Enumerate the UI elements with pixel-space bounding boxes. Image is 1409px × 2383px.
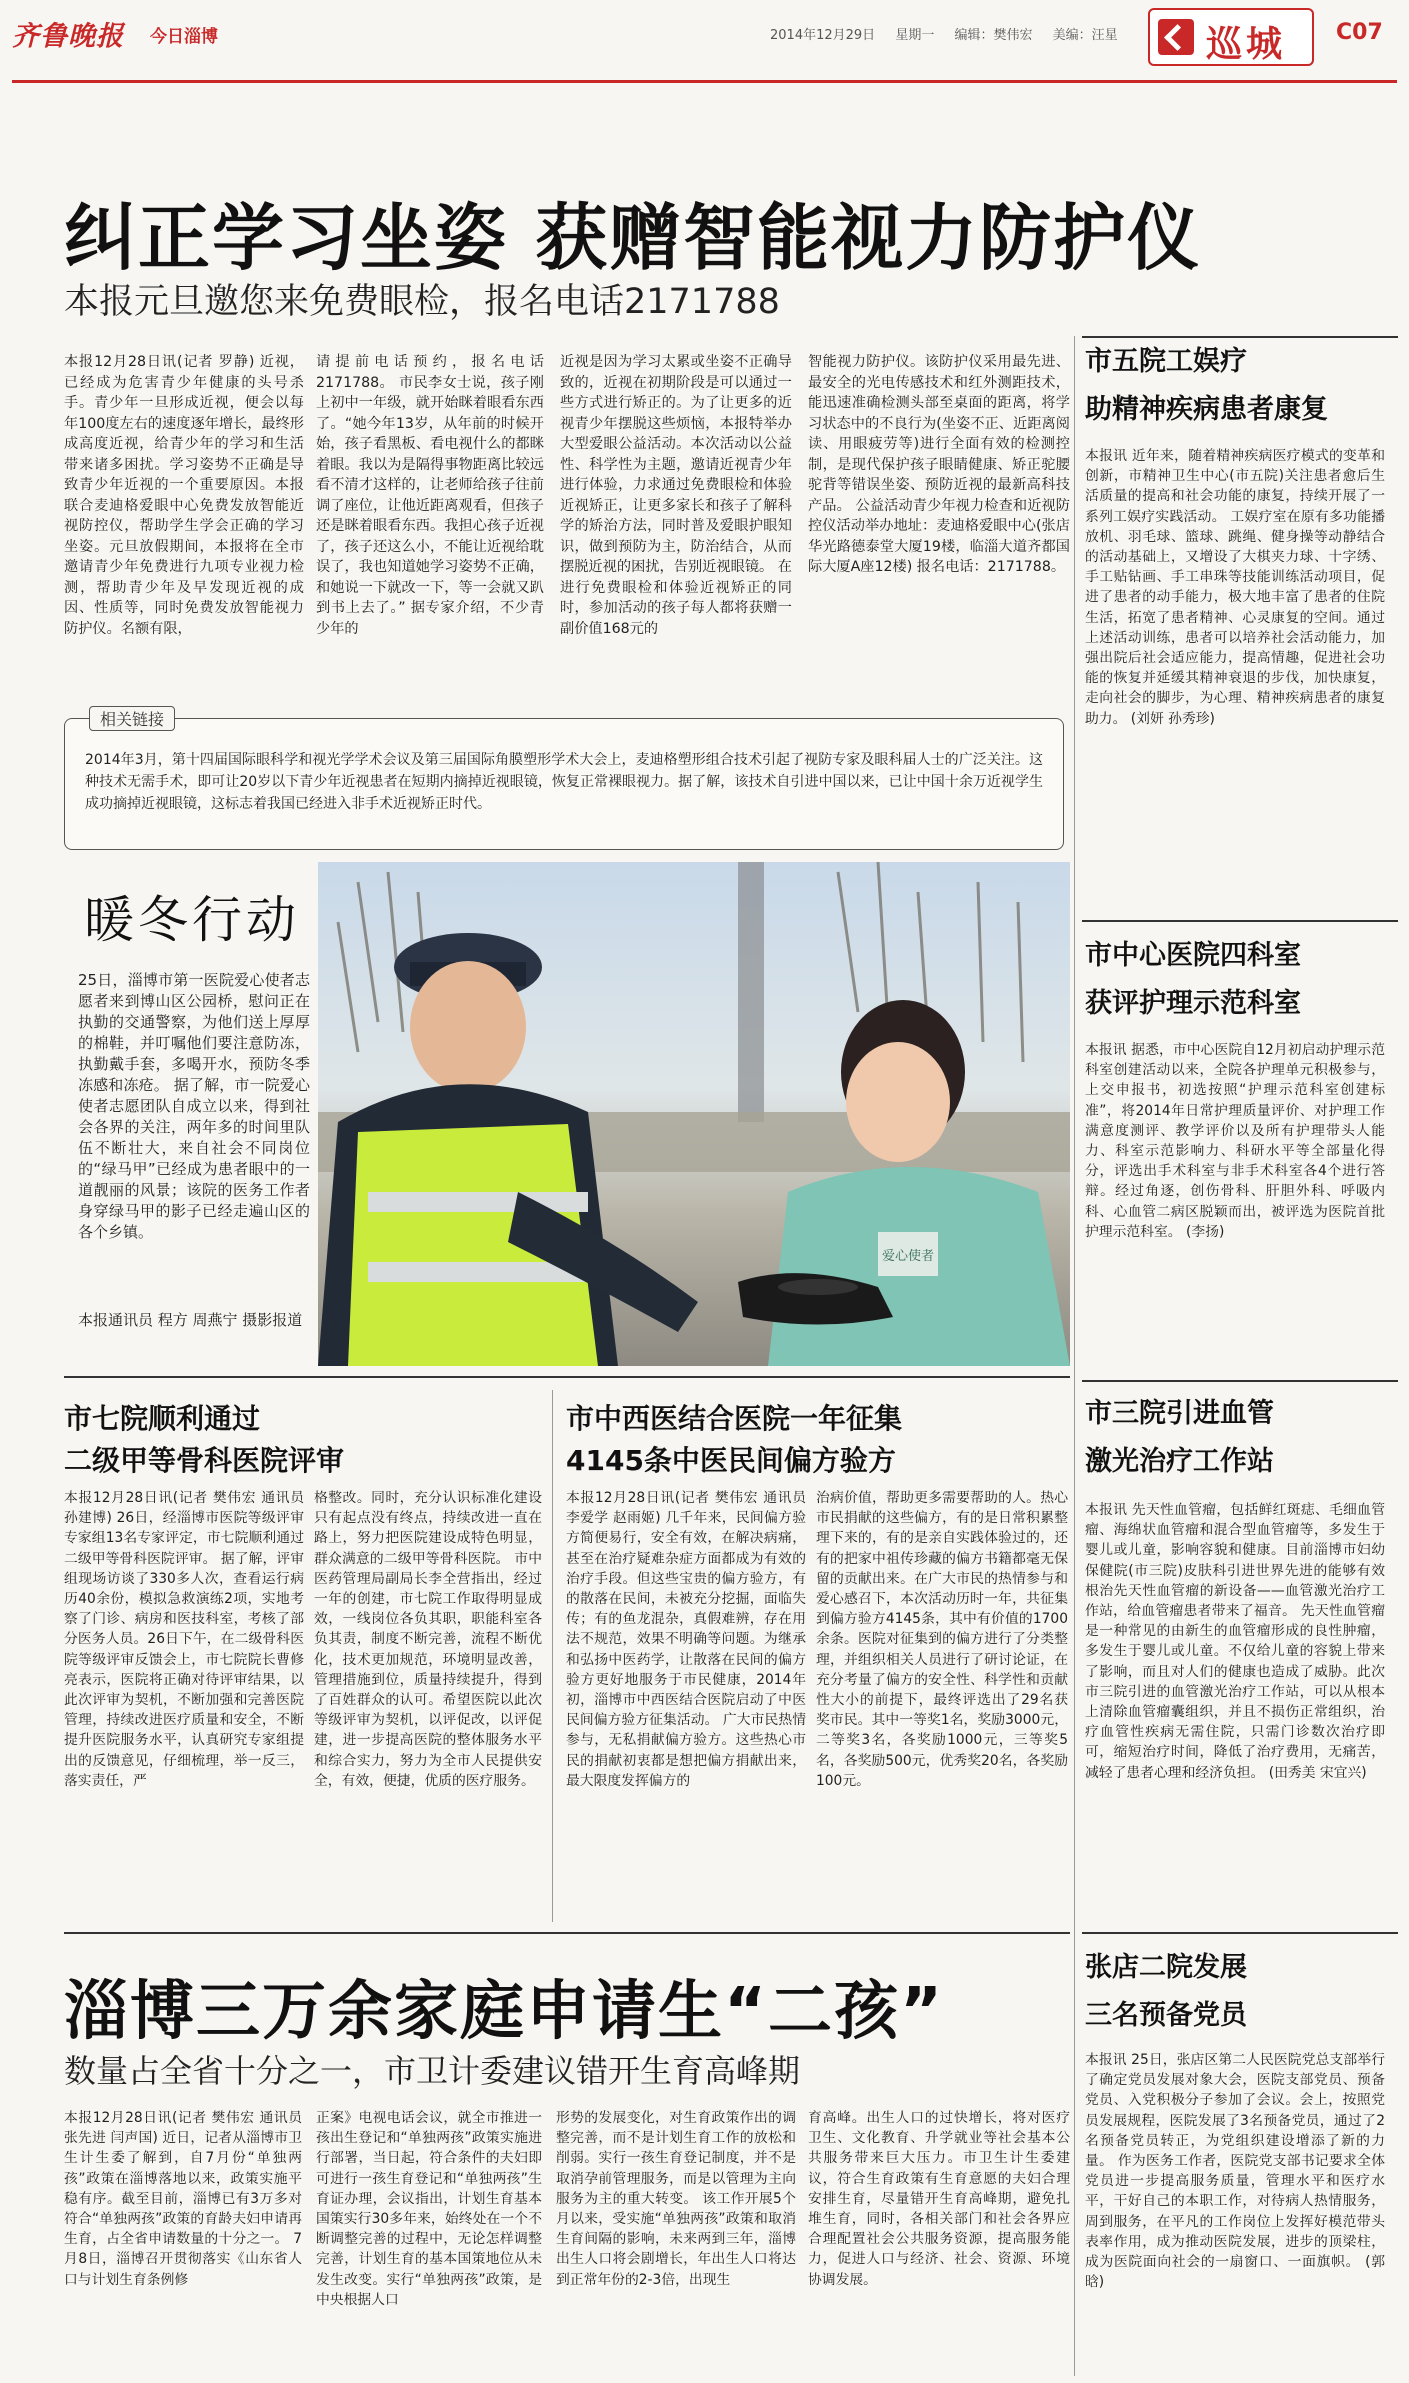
editor-credit: 编辑：樊伟宏 [954,28,1033,43]
brand-logo: 齐鲁晚报 [12,21,124,52]
side-article-1-title-line-1: 市五院工娱疗 [1085,346,1247,377]
bottom-column-2: 正案》电视电话会议，就全市推进一孩出生登记和“单独两孩”政策实施进行部署，当日起，符合条件的夫妇即可进行一孩生育登记和“单独两孩”生育证办理，会议指出，计划生育基本国策实行30多年来，始终处在一个不断调整完善的过程中，无论怎样调整完善，计划生育的基本国策地位从未发生改变。实行“单独两孩”政策，是中央根据人口 [316,2110,542,2308]
lead-column-3: 近视是因为学习太累或坐姿不正确导致的，近视在初期阶段是可以通过一些方式进行矫正的。为了让更多的近视青少年摆脱这些烦恼，本报特举办大型爱眼公益活动。本次活动以公益性、科学性为主题，邀请近视青少年进行体验，力求通过免费眼检和体验近视矫正，让更多家长和孩子了解科学的矫治方法，同时普及爱眼护眼知识，做到预防为主，防治结合，从而摆脱近视的困扰，告别近视眼镜。 在进行免费眼检和体验近视矫正的同时，参加活动的孩子每人都将获赠一副价值168元的 [560,354,792,637]
section-logo-icon [1158,19,1194,55]
lead-headline: 纠正学习坐姿 获赠智能视力防护仪 [64,196,1202,280]
mid-article-1-title-line-2: 二级甲等骨科医院评审 [64,1444,345,1477]
side-article-2-body: 本报讯 据悉，市中心医院自12月初启动护理示范科室创建活动以来，全院各护理单元积极参与，上交申报书，初选按照“护理示范科室创建标准”，将2014年日常护理质量评价、对护理工作满意度测评、教学评价以及所有护理带头人能力、科室示范影响力、科研水平等全部量化得分，评选出手术科室与非手术科室各4个进行答辩。经过角逐，创伤骨科、肝胆外科、呼吸内科、心血管二病区脱颖而出，被评选为医院首批护理示范科室。 (李扬) [1085,1042,1385,1240]
side-article-3-title [1085,1390,1385,1486]
side-article-3-body: 本报讯 先天性血管瘤，包括鲜红斑痣、毛细血管瘤、海绵状血管瘤和混合型血管瘤等，多发生于婴儿或儿童，影响容貌和健康。目前淄博市妇幼保健院(市三院)皮肤科引进世界先进的能够有效根治先天性血管瘤的新设备——血管激光治疗工作站，给血管瘤患者带来了福音。 先天性血管瘤是一种常见的由新生的血管瘤形成的良性肿瘤，多发生于婴儿或儿童。不仅给儿童的容貌上带来了影响，而且对人们的健康也造成了威胁。此次市三院引进的血管激光治疗工作站，可以从根本上清除血管瘤囊组织，并且不损伤正常组织，治疗血管性疾病无需住院，只需门诊数次治疗即可，缩短治疗时间，降低了治疗费用，无痛苦，减轻了患者心理和经济负担。 (田秀美 宋宜兴) [1085,1502,1385,1781]
mid-article-1-column-1: 本报12月28日讯(记者 樊伟宏 通讯员 孙建博) 26日，经淄博市医院等级评审专家组13名专家评定，市七院顺利通过二级甲等骨科医院评审。 据了解，评审组现场访谈了330多人次，查看运行病历40余份，模拟急救演练2项，实地考察了门诊、病房和医技科室，考核了部分医务人员。26日下午，在二级骨科医院等级评审反馈会上，市七院院长曹修亮表示，医院将正确对待评审结果，以此次评审为契机，不断加强和完善医院管理，持续改进医疗质量和安全，不断提升医院服务水平，认真研究专家组提出的反馈意见，仔细梳理，举一反三，落实责任，严 [64,1490,304,1789]
side-article-1-byline: (刘妍 孙秀珍) [1130,710,1215,727]
bottom-column-3: 形势的发展变化，对生育政策作出的调整完善，而不是计划生育工作的放松和削弱。实行一孩生育登记制度，并不是取消孕前管理服务，而是以管理为主向服务为主的重大转变。 该工作开展5个月以来，受实施“单独两孩”政策和取消生育间隔的影响，未来两到三年，淄博出生人口将会剧增长，年出生人口将达到正常年份的2-3倍，出现生 [556,2110,796,2288]
news-photo-illustration [318,862,1070,1366]
side-article-4-title [1085,1944,1385,2040]
side-article-4-title-line-1: 张店二院发展 [1085,1952,1247,1983]
mid-article-2-title-line-1: 市中西医结合医院一年征集 [566,1402,903,1435]
lead-subhead: 本报元旦邀您来免费眼检，报名电话2171788 [64,282,780,322]
mid-article-2-title-line-2: 4145条中医民间偏方验方 [566,1444,896,1477]
issue-date: 2014年12月29日 [770,28,876,43]
mid-article-2-column-1: 本报12月28日讯(记者 樊伟宏 通讯员 李爱学 赵雨姬) 几千年来，民间偏方验方简便易行，安全有效，在解决病痛，甚至在治疗疑难杂症方面都成为有效的治疗手段。但这些宝贵的偏方验方，有的散落在民间，未被充分挖掘，面临失传；有的鱼龙混杂，真假难辨，存在用法不规范，效果不明确等问题。为继承和弘扬中医药学，让散落在民间的偏方验方更好地服务于市民健康，2014年初，淄博市中西医结合医院启动了中医民间偏方验方征集活动。 广大市民热情参与，无私捐献偏方验方。这些热心市民的捐献初衷都是想把偏方捐献出来，最大限度发挥偏方的 [566,1490,806,1789]
mid-article-1-title [64,1398,554,1482]
side-divider [1082,1380,1398,1382]
side-divider [1082,1932,1398,1934]
bottom-column-4: 育高峰。出生人口的过快增长，将对医疗卫生、文化教育、升学就业等社会基本公共服务带来巨大压力。市卫生计生委建议，符合生育政策有生育意愿的夫妇合理安排生育，尽量错开生育高峰期，避免扎堆生育，同时，各相关部门和社会各界应合理配置社会公共服务资源，提高服务能力，促进人口与经济、社会、资源、环境协调发展。 [808,2110,1070,2288]
masthead [0,0,1409,80]
side-article-3-title-line-2: 激光治疗工作站 [1085,1446,1274,1477]
bottom-headline: 淄博三万余家庭申请生“二孩” [64,1975,945,2049]
related-links-text: 2014年3月，第十四届国际眼科学和视光学学术会议及第三届国际角膜塑形学术大会上，麦迪格塑形组合技术引起了视防专家及眼科届人士的广泛关注。这种技术无需手术，即可让20岁以下青少年近视患者在短期内摘掉近视眼镜，恢复正常裸眼视力。据了解，该技术自引进中国以来，已让中国十余万近视学生成功摘掉近视眼镜，这标志着我国已经进入非手术近视矫正时代。 [85,752,1043,812]
side-article-2-byline: (李扬) [1185,1223,1225,1240]
art-editor-credit: 美编：汪星 [1052,28,1118,43]
news-photo [318,862,1070,1366]
mid-article-1-column-2: 格整改。同时，充分认识标准化建设只有起点没有终点，持续改进一直在路上，努力把医院建设成特色明显，群众满意的二级甲等骨科医院。 市中医药管理局副局长李全营指出，经过一年的创建，市七院工作取得明显成效，一线岗位各负其职，职能科室各负其责，制度不断完善，流程不断优化，技术更加规范，环境明显改善，管理措施到位，质量持续提升，得到了百姓群众的认可。希望医院以此次等级评审为契机，以评促改，以评促建，进一步提高医院的整体服务水平和综合实力，努力为全市人民提供安全，有效，便捷，优质的医疗服务。 [314,1490,542,1789]
bottom-subhead: 数量占全省十分之一，市卫计委建议错开生育高峰期 [64,2052,801,2090]
side-article-1-body: 本报讯 近年来，随着精神疾病医疗模式的变革和创新，市精神卫生中心(市五院)关注患者愈后生活质量的提高和社会功能的康复，持续开展了一系列工娱疗实践活动。 工娱疗室在原有多功能播放机、羽毛球、篮球、跳绳、健身操等动静结合的活动基础上，又增设了大棋夹力球、十字绣、手工贴钻画、手工串珠等技能训练活动项目，促进了患者的动手能力，极大地丰富了患者的住院生活，拓宽了患者精神、心灵康复的空间。通过上述活动训练，患者可以培养社会活动能力，加强出院后社会适应能力，提高情趣，促进社会功能的恢复并延缓其精神衰退的步伐，加快康复，走向社会的脚步，为心理、精神疾病患者的康复助力。 (刘妍 孙秀珍) [1085,448,1385,727]
lead-column-4: 智能视力防护仪。该防护仪采用最先进、最安全的光电传感技术和红外测距技术，能迅速准确检测头部至桌面的距离，将学习状态中的不良行为(坐姿不正、近距离阅读、用眼疲劳等)进行全面有效的检测控制，是现代保护孩子眼睛健康、矫正驼腰驼背等错误坐姿、预防近视的最新高科技产品。 公益活动青少年视力检查和近视防控仪活动举办地址：麦迪格爱眼中心(张店华光路德泰堂大厦19楼，临淄大道齐都国际大厦A座12楼) 报名电话：2171788。 [808,354,1070,575]
lead-column-2: 请提前电话预约，报名电话2171788。 市民李女士说，孩子刚上初中一年级，就开始眯着眼看东西了。“她今年13岁，从年前的时候开始，孩子看黑板、看电视什么的都眯着眼。我以为是隔得事物距离比较远看不清才这样的，让老师给孩子往前调了座位，让他近距离观看，但孩子还是眯着眼看东西。我担心孩子近视了，孩子还这么小，不能让近视给耽误了，我也知道她学习姿势不正确，和她说一下就改一下，等一会就又趴到书上去了。” 据专家介绍，不少青少年的 [316,354,544,637]
photo-story-byline: 本报通讯员 程方 周燕宁 摄影报道 [78,1311,303,1329]
masthead-divider [12,80,1397,83]
side-article-2-title [1085,932,1385,1028]
side-article-4-title-line-2: 三名预备党员 [1085,2000,1247,2031]
mid-article-2-column-2: 治病价值，帮助更多需要帮助的人。热心市民捐献的这些偏方，有的是日常积累整理下来的，有的是亲自实践体验过的，还有的把家中祖传珍藏的偏方书籍都毫无保留的贡献出来。在广大市民的热情参与和爱心感召下，本次活动历时一年，共征集到偏方验方4145条，其中有价值的1700余条。医院对征集到的偏方进行了分类整理，并组织相关人员进行了研讨论证，在充分考量了偏方的安全性、科学性和贡献性大小的前提下，最终评选出了29名获奖市民。其中一等奖1名，奖励3000元，二等奖3名，各奖励1000元，三等奖5名，各奖励500元，优秀奖20名，各奖励100元。 [816,1490,1068,1789]
dateline [770,24,1134,43]
side-article-4-body: 本报讯 25日，张店区第二人民医院党总支部举行了确定党员发展对象大会，医院支部党员、预备党员、入党积极分子参加了会议。会上，按照党员发展规程，医院发展了3名预备党员，通过了2名预备党员转正，为党组织建设增添了新的力量。 作为医务工作者，医院党支部书记要求全体党员进一步提高服务质量，管理水平和医疗水平，干好自己的本职工作，对待病人热情服务，周到服务，在平凡的工作岗位上发挥好模范带头表率作用，成为推动医院发展，进步的顶梁柱，成为医院面向社会的一扇窗口、一面旗帜。 (郭晗) [1085,2052,1385,2291]
side-article-3-title-line-1: 市三院引进血管 [1085,1398,1274,1429]
photo-story-caption: 25日，淄博市第一医院爱心使者志愿者来到博山区公园桥，慰问正在执勤的交通警察，为他们送上厚厚的棉鞋，并叮嘱他们要注意防冻，执勤戴手套，多喝开水，预防冬季冻感和冻疮。 据了解，市一院爱心使者志愿团队自成立以来，得到社会各界的关注，两年多的时间里队伍不断壮大，来自社会不同岗位的“绿马甲”已经成为患者眼中的一道靓丽的风景；该院的医务工作者身穿绿马甲的影子已经走遍山区的各个乡镇。 [78,971,310,1241]
lead-column-1: 本报12月28日讯(记者 罗静) 近视，已经成为危害青少年健康的头号杀手。青少年一旦形成近视，便会以每年100度左右的速度逐年增长，最终形成高度近视，给青少年的学习和生活带来诸多困扰。学习姿势不正确是导致青少年近视的一个重要原因。本报联合麦迪格爱眼中心免费发放智能近视防控仪，帮助学生学会正确的学习坐姿。元旦放假期间，本报将在全市邀请青少年免费进行九项专业视力检测，帮助青少年及早发现近视的成因、性质等，同时免费发放智能视力防护仪。名额有限， [64,354,304,637]
page-number: C07 [1336,20,1383,45]
side-article-1-title-line-2: 助精神疾病患者康复 [1085,394,1328,425]
side-article-2-title-line-2: 获评护理示范科室 [1085,988,1301,1019]
section-name: 巡城 [1206,24,1287,65]
section-badge [1148,8,1314,66]
column-divider [1074,336,1075,2376]
side-divider [1082,920,1398,922]
section-divider [64,1932,1070,1934]
related-links-tag: 相关链接 [89,706,175,731]
related-links-box [64,710,1064,850]
photo-story-title: 暖冬行动 [84,891,300,949]
issue-weekday: 星期一 [895,28,935,43]
section-divider [64,1376,1070,1378]
side-article-1-title [1085,338,1385,434]
bottom-column-1: 本报12月28日讯(记者 樊伟宏 通讯员 张先进 闫声国) 近日，记者从淄博市卫生计生委了解到，自7月份“单独两孩”政策在淄博落地以来，政策实施平稳有序。截至目前，淄博已有3万多对符合“单独两孩”政策的育龄夫妇申请再生育，占全省申请数量的十分之一。 7月8日，淄博召开贯彻落实《山东省人口与计划生育条例修 [64,2110,302,2288]
edition-name: 今日淄博 [150,27,218,47]
side-article-4-byline: (郭晗) [1085,2254,1385,2291]
mid-article-2-title [566,1398,1066,1482]
side-article-3-byline: (田秀美 宋宜兴) [1268,1764,1367,1781]
vest-badge: 爱心使者 [881,1249,935,1264]
mid-article-1-title-line-1: 市七院顺利通过 [64,1402,261,1435]
column-divider [552,1390,553,1922]
side-article-2-title-line-1: 市中心医院四科室 [1085,940,1301,971]
